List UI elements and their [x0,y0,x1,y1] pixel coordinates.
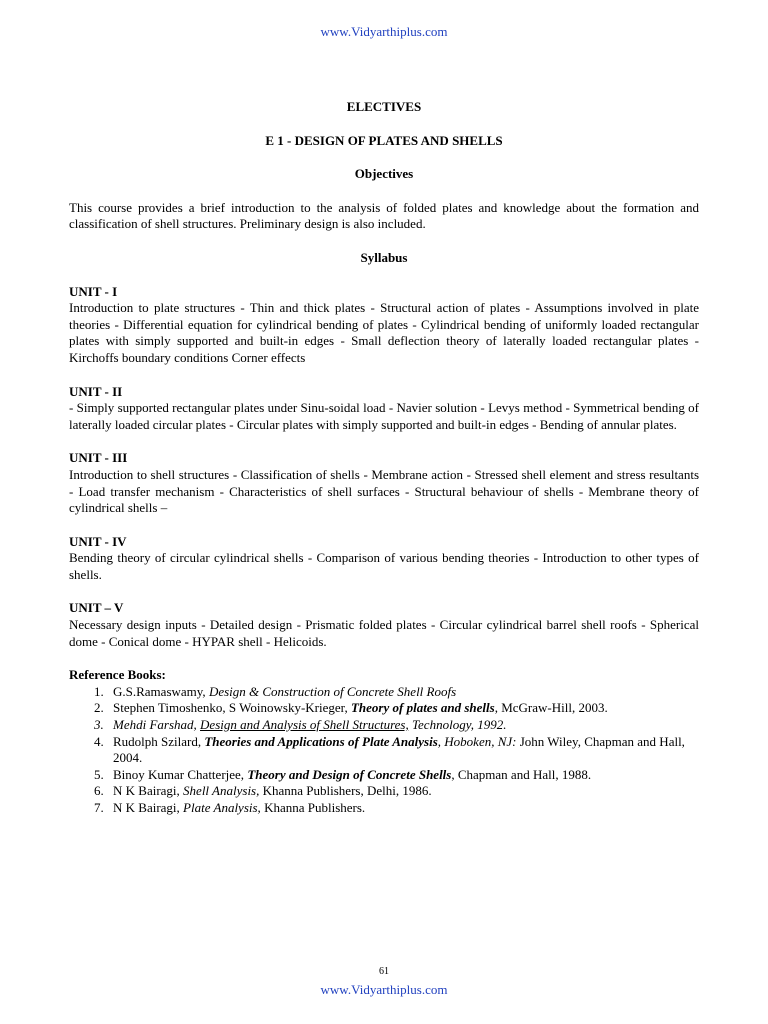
objectives-heading: Objectives [354,166,414,182]
unit-body: - Simply supported rectangular plates under Sinu-soidal load - Navier solution - Levys method - Symmetrical bending of laterally loaded circular plates - Circular plates with simply supported and built-in edges - Bending of annular plates. [69,400,699,432]
ref-title: Theories and Applications of Plate Analysis [204,733,438,749]
ref-title: Design and Analysis of Shell Structures, [200,717,409,733]
references-list [69,684,699,817]
unit-body: Necessary design inputs - Detailed design - Prismatic folded plates - Circular cylindrical barrel shell roofs - Spherical dome - Conical dome - HYPAR shell - Helicoids. [69,617,699,649]
ref-rest: Khanna Publishers, Delhi, 1986. [259,783,432,799]
objectives-text: This course provides a brief introduction to the analysis of folded plates and knowledge about the formation and classification of shell structures. Preliminary design is also included. [69,199,699,232]
unit-title: UNIT - III [69,450,128,466]
reference-item [107,767,699,784]
ref-author: N K Bairagi, [113,783,184,799]
ref-rest: , Chapman and Hall, 1988. [451,766,592,782]
ref-title: Theory and Design of Concrete Shells [247,766,452,782]
header-site-link[interactable]: www.Vidyarthiplus.com [320,24,448,39]
reference-item [107,800,699,817]
syllabus-heading: Syllabus [360,249,408,265]
footer-site-link[interactable]: www.Vidyarthiplus.com [320,982,448,997]
doc-title: ELECTIVES [346,99,422,114]
unit-2 [69,384,699,434]
reference-item [107,734,699,767]
unit-body: Bending theory of circular cylindrical shells - Comparison of various bending theories - Introduction to other types of shells. [69,550,699,582]
ref-title: Design & Construction of Concrete Shell Roofs [208,683,457,699]
ref-author: Mehdi Farshad, [113,717,201,733]
references-heading: Reference Books: [69,667,166,683]
page-number: 61 [379,966,389,977]
ref-author: G.S.Ramaswamy, [113,683,209,699]
ref-author: N K Bairagi, [113,800,184,815]
unit-title: UNIT - II [69,383,123,399]
ref-title: Theory of plates and shells [350,700,495,716]
unit-body: Introduction to shell structures - Classification of shells - Membrane action - Stressed shell element and stress resultants - Load transfer mechanism - Characteristics of shell surfaces - Structural behaviour of shells - Membrane theory of cylindrical shells – [69,466,699,516]
ref-title: Shell Analysis, [183,783,260,799]
unit-body: Introduction to plate structures - Thin and thick plates - Structural action of plates - Assumptions involved in plate theories - Differential equation for cylindrical bending of plates - Cylindrical bending of uniformly loaded rectangular plates with simply supported and built-in edges - Small deflection theory of laterally loaded rectangular plates - Kirchoffs boundary conditions Corner effects [69,300,699,365]
ref-rest: Khanna Publishers. [260,800,366,815]
ref-author: Binoy Kumar Chatterjee, [113,766,248,782]
unit-4 [69,534,699,584]
ref-rest: , McGraw-Hill, 2003. [494,700,608,716]
reference-item [107,717,699,734]
ref-place: , Hoboken, NJ: [437,733,517,749]
document-content [69,99,699,817]
ref-rest: John Wiley, Chapman and Hall, 2004. [113,733,685,766]
unit-3 [69,450,699,516]
ref-author: Rudolph Szilard, [113,733,205,749]
reference-item [107,783,699,800]
unit-title: UNIT - IV [69,533,127,549]
unit-1 [69,284,699,367]
unit-title: UNIT - I [69,283,118,299]
unit-title: UNIT – V [69,600,124,616]
ref-rest: Technology, 1992. [408,717,507,733]
course-title: E 1 - DESIGN OF PLATES AND SHELLS [265,132,503,148]
reference-item [107,684,699,701]
reference-item [107,700,699,717]
ref-title: Plate Analysis, [183,800,261,815]
unit-5 [69,600,699,650]
ref-author: Stephen Timoshenko, S Woinowsky-Krieger, [113,700,351,716]
